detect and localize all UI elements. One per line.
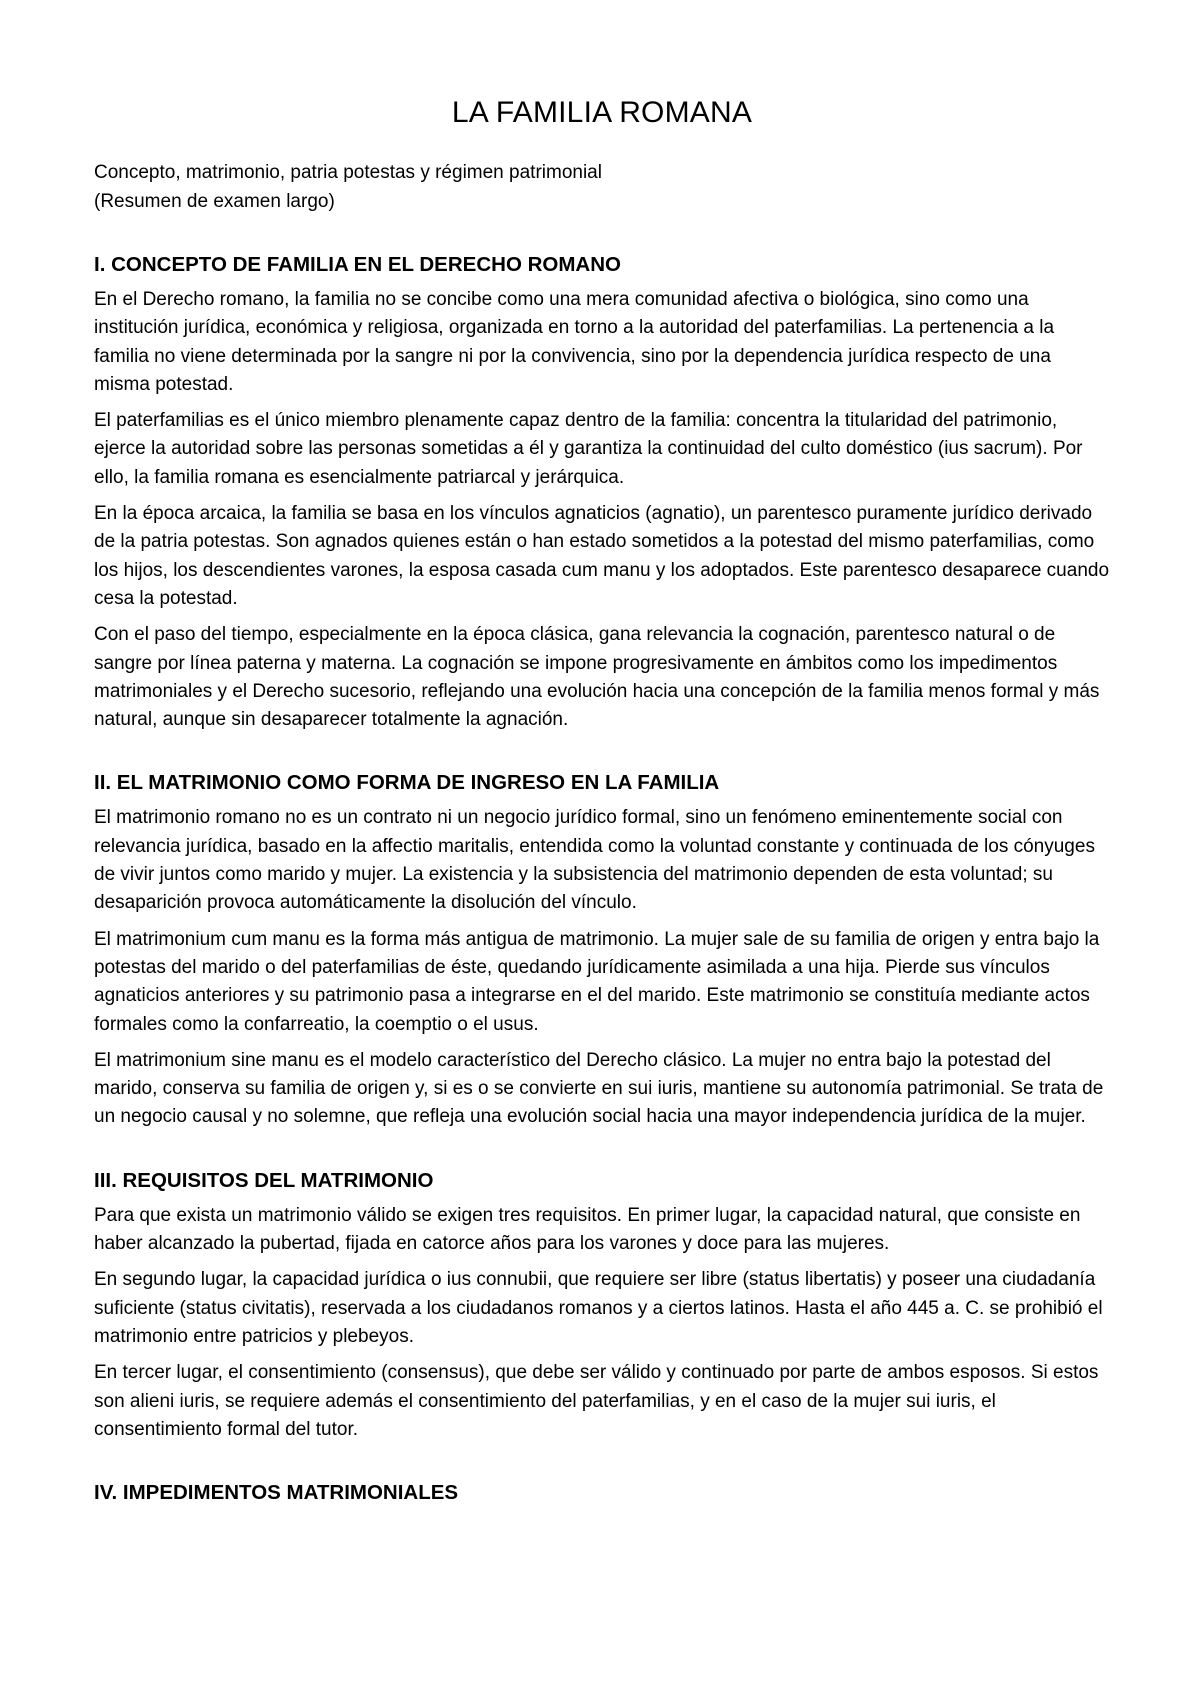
paragraph: El matrimonium sine manu es el modelo característico del Derecho clásico. La mujer no entra bajo la potestad del marido, conserva su familia de origen y, si es o se convierte en sui iuris, mantiene su autonomía patrimonial. Se trata de un negocio causal y no solemne, que refleja una evolución social hacia una mayor independencia jurídica de la mujer. (94, 1049, 1104, 1128)
paragraph: Con el paso del tiempo, especialmente en la época clásica, gana relevancia la cognación, parentesco natural o de sangre por línea paterna y materna. La cognación se impone progresivamente en ámbitos como los impedimentos matrimoniales y el Derecho sucesorio, reflejando una evolución hacia una concepción de la familia menos formal y más natural, aunque sin desaparecer totalmente la agnación. (94, 624, 1100, 731)
paragraph: El paterfamilias es el único miembro plenamente capaz dentro de la familia: concentra la titularidad del patrimonio, ejerce la autoridad sobre las personas sometidas a él y garantiza la continuidad del culto doméstico (ius sacrum). Por ello, la familia romana es esencialmente patriarcal y jerárquica. (94, 410, 1083, 488)
paragraph: Para que exista un matrimonio válido se exigen tres requisitos. En primer lugar, la capacidad natural, que consiste en haber alcanzado la pubertad, fijada en catorce años para los varones y doce para las mujeres. (94, 1204, 1081, 1255)
document-subtitle (94, 158, 1110, 216)
subtitle-line-2: (Resumen de examen largo) (94, 191, 335, 212)
paragraph: En tercer lugar, el consentimiento (consensus), que debe ser válido y continuado por parte de ambos esposos. Si estos son alieni iuris, se requiere además el consentimiento del paterfamilias, y en el caso de la mujer sui iuris, el consentimiento formal del tutor. (94, 1362, 1099, 1440)
paragraph: En la época arcaica, la familia se basa en los vínculos agnaticios (agnatio), un parentesco puramente jurídico derivado de la patria potestas. Son agnados quienes están o han estado sometidos a la potestad del mismo paterfamilias, como los hijos, los descendientes varones, la esposa casada cum manu y los adoptados. Este parentesco desaparece cuando cesa la potestad. (94, 503, 1110, 609)
paragraph: El matrimonio romano no es un contrato ni un negocio jurídico formal, sino un fenómeno eminentemente social con relevancia jurídica, basado en la affectio maritalis, entendida como la voluntad constante y continuada de los cónyuges de vivir juntos como marido y mujer. La existencia y la subsistencia del matrimonio dependen de esta voluntad; su desaparición provoca automáticamente la disolución del vínculo. (94, 807, 1095, 914)
section-heading: III. REQUISITOS DEL MATRIMONIO (94, 1168, 434, 1192)
document-title: LA FAMILIA ROMANA (451, 96, 753, 129)
paragraph: En el Derecho romano, la familia no se concibe como una mera comunidad afectiva o biológica, sino como una institución jurídica, económica y religiosa, organizada en torno a la autoridad del paterfamilias. La pertenencia a la familia no viene determinada por la sangre ni por la convivencia, sino por la dependencia jurídica respecto de una misma potestad. (94, 289, 1055, 395)
section-matrimonio (94, 768, 1110, 1131)
section-heading: IV. IMPEDIMENTOS MATRIMONIALES (94, 1481, 459, 1505)
section-heading: II. EL MATRIMONIO COMO FORMA DE INGRESO EN LA FAMILIA (94, 771, 720, 795)
paragraph: El matrimonium cum manu es la forma más antigua de matrimonio. La mujer sale de su familia de origen y entra bajo la potestas del marido o del paterfamilias de éste, quedando jurídicamente asimilada a una hija. Pierde sus vínculos agnaticios anteriores y su patrimonio pasa a integrarse en el del marido. Este matrimonio se constituía mediante actos formales como la confarreatio, la coemptio o el usus. (94, 928, 1100, 1035)
subtitle-line-1: Concepto, matrimonio, patria potestas y régimen patrimonial (94, 162, 602, 183)
section-impedimentos (94, 1478, 1110, 1508)
section-concepto-familia (94, 250, 1110, 734)
section-requisitos (94, 1166, 1110, 1444)
section-heading: I. CONCEPTO DE FAMILIA EN EL DERECHO ROMANO (94, 253, 621, 276)
paragraph: En segundo lugar, la capacidad jurídica o ius connubii, que requiere ser libre (status libertatis) y poseer una ciudadanía suficiente (status civitatis), reservada a los ciudadanos romanos y a ciertos latinos. Hasta el año 445 a. C. se prohibió el matrimonio entre patricios y plebeyos. (94, 1269, 1103, 1347)
